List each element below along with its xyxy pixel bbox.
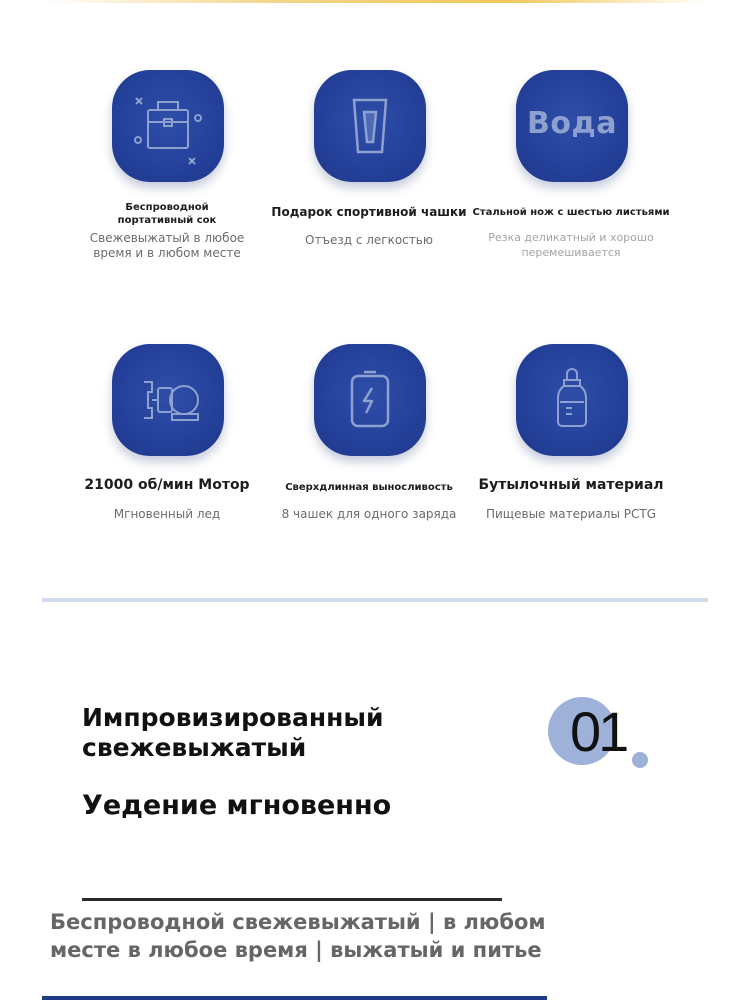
feature-subtitle: Резка деликатный и хорошо перемешивается (488, 231, 654, 259)
feature-subtitle: 8 чашек для одного заряда (281, 507, 457, 521)
bottle-icon (516, 344, 628, 456)
cup-icon (314, 70, 426, 182)
feature-title: Беспроводной портативный сок (117, 202, 217, 226)
feature-subtitle: Пищевые материалы PCTG (485, 507, 656, 521)
voda-text-icon (516, 70, 628, 182)
feature-title: Сверхдлинная выносливость (285, 482, 453, 493)
feature-item-bottle-material (461, 344, 681, 544)
battery-icon (314, 344, 426, 456)
feature-subtitle: Отъезд с легкостью (305, 233, 433, 247)
section-number: 01 (570, 700, 627, 763)
feature-subtitle: Свежевыжатый в любое время и в любом месте (89, 231, 245, 260)
heading-line-2: свежевыжатый (82, 733, 307, 762)
description-rule (82, 898, 502, 901)
number-badge-dot (632, 752, 648, 768)
feature-item-wireless-juicer (57, 70, 277, 270)
motor-icon (112, 344, 224, 456)
feature-item-endurance (259, 344, 479, 544)
section-divider (42, 598, 708, 602)
section-heading (82, 703, 502, 763)
section-description: Беспроводной свежевыжатый | в любом месте в любое время | выжатый и питье (50, 910, 546, 962)
feature-subtitle: Мгновенный лед (113, 507, 221, 521)
feature-item-steel-blade (461, 70, 681, 270)
bottom-accent-line (42, 996, 547, 1000)
feature-item-motor (57, 344, 277, 544)
top-gradient-line (42, 0, 708, 3)
heading-line-1: Импровизированный (82, 703, 384, 732)
section-subheading: Уедение мгновенно (82, 790, 392, 821)
voda-icon-label: Вода (527, 106, 617, 141)
feature-title: Бутылочный материал (478, 477, 664, 493)
feature-title: Стальной нож с шестью листьями (472, 207, 670, 218)
feature-title: Подарок спортивной чашки (271, 205, 467, 219)
portable-juicer-icon (112, 70, 224, 182)
feature-title: 21000 об/мин Мотор (84, 477, 250, 493)
feature-item-sport-cup (259, 70, 479, 270)
